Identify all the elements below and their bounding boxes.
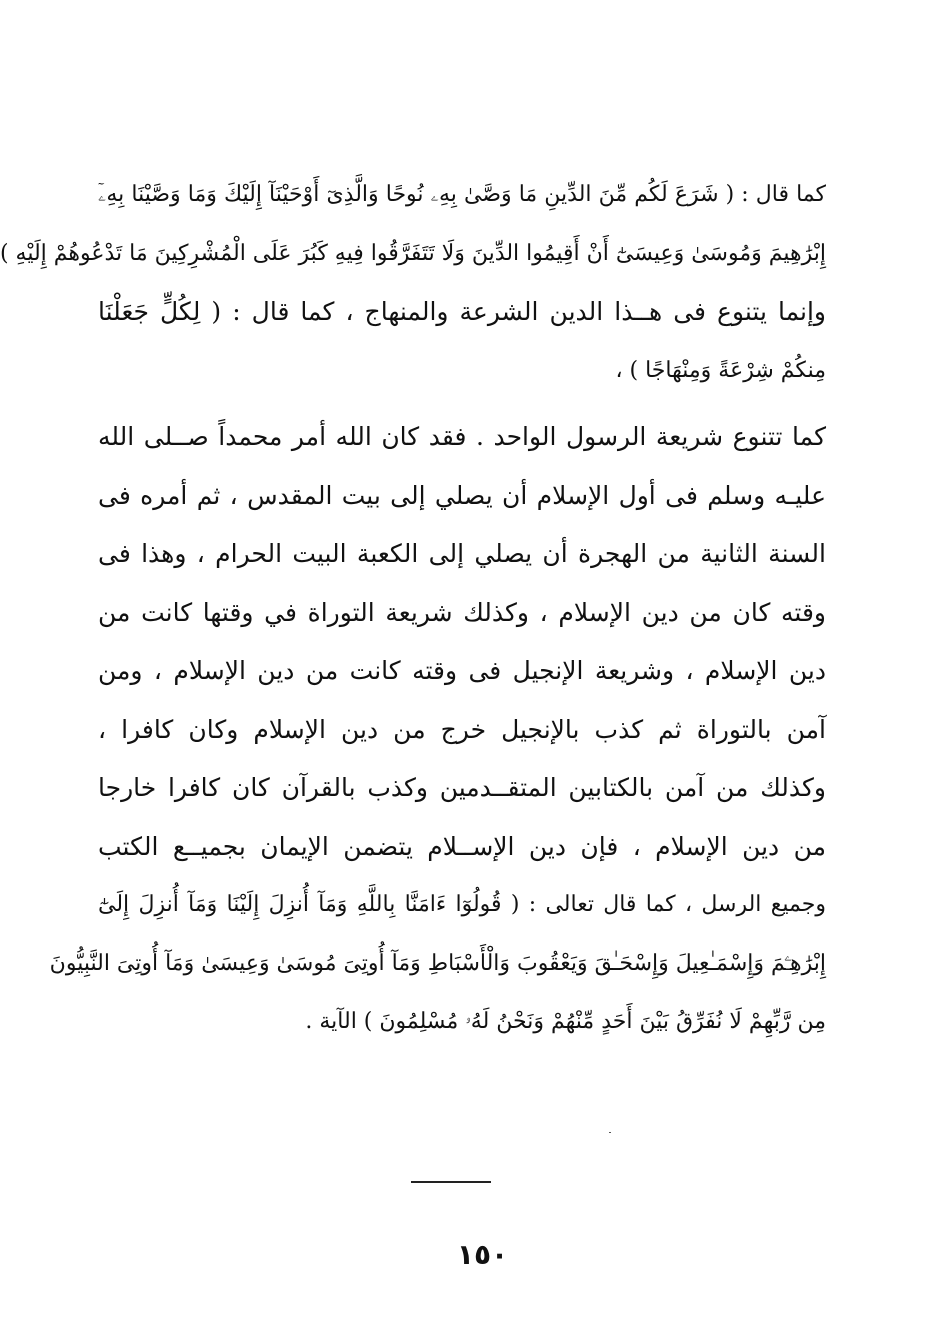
text-line: من دين الإسلام ، فإن دين الإســلام يتضمن الإيمان بجميــع الكتب: [98, 831, 826, 861]
text-line: وكذلك من آمن بالكتابين المتقــدمين وكذب بالقرآن كان كافرا خارجا: [98, 773, 826, 802]
text-line: مِن رَّبِّهِمْ لَا نُفَرِّقُ بَيْنَ أَحَدٍ مِّنْهُمْ وَنَحْنُ لَهُۥ مُسْلِمُونَ ) الآية .: [305, 1009, 826, 1034]
text-line: السنة الثانية من الهجرة أن يصلي إلى الكعبة البيت الحرام ، وهذا فى: [98, 539, 826, 568]
body-text: [0, 166, 826, 1052]
text-line: إِبْرَٰهِيمَ وَمُوسَىٰ وَعِيسَىٰٓ أَنْ أَقِيمُوا الدِّينَ وَلَا تَتَفَرَّقُوا فِيهِ كَبُرَ عَلَى الْمُشْرِكِينَ مَا تَدْعُوهُمْ إِلَيْهِ ): [0, 240, 826, 266]
text-line: وقته كان من دين الإسلام ، وكذلك شريعة التوراة في وقتها كانت من: [98, 597, 826, 627]
text-line: مِنكُمْ شِرْعَةً وَمِنْهَاجًا ) ،: [615, 357, 826, 383]
text-line: وإنما يتنوع فى هــذا الدين الشرعة والمنهاج ، كما قال : ( لِكُلٍّ جَعَلْنَا: [98, 297, 826, 326]
text-line: إِبْرَٰهِـۧمَ وَإِسْمَـٰعِيلَ وَإِسْحَـٰقَ وَيَعْقُوبَ وَالْأَسْبَاطِ وَمَآ أُوتِىَ مُوسَىٰ وَعِيسَىٰ وَمَآ أُوتِىَ النَّبِيُّونَ: [49, 950, 826, 976]
text-line: كما قال : ( شَرَعَ لَكُم مِّنَ الدِّينِ مَا وَصَّىٰ بِهِۦ نُوحًا وَالَّذِىٓ أَوْحَيْنَآ إِلَيْكَ وَمَا وَصَّيْنَا بِهِۦٓ: [98, 182, 826, 207]
page-number: ١٥٠: [456, 1238, 509, 1271]
text-line: آمن بالتوراة ثم كذب بالإنجيل خرج من دين الإسلام وكان كافرا ،: [98, 714, 826, 744]
text-line: دين الإسلام ، وشريعة الإنجيل فى وقته كانت من دين الإسلام ، ومن: [98, 656, 826, 685]
scan-speck: [609, 1132, 611, 1133]
text-line: كما تتنوع شريعة الرسول الواحد . فقد كان الله أمر محمداً صــلى الله: [98, 422, 826, 451]
text-line: عليـه وسلم فى أول الإسلام أن يصلي إلى بيت المقدس ، ثم أمره فى: [98, 480, 826, 510]
footer-divider: [411, 1181, 491, 1183]
text-line: وجميع الرسل ، كما قال تعالى : ( قُولُوٓا ءَامَنَّا بِاللَّهِ وَمَآ أُنزِلَ إِلَيْنَا وَمَآ أُنزِلَ إِلَىٰٓ: [98, 892, 826, 917]
